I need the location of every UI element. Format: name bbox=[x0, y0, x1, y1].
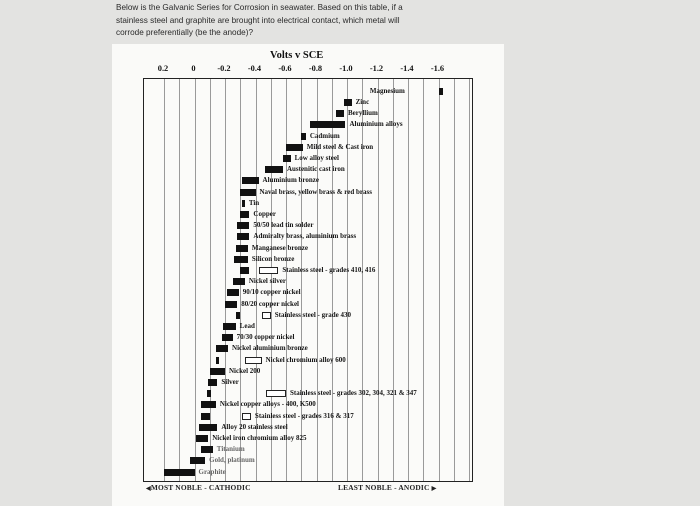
metal-label: Nickel copper alloys - 400, K500 bbox=[219, 400, 316, 409]
metal-label: Lead bbox=[239, 322, 255, 330]
potential-bar bbox=[236, 245, 248, 252]
metal-label: Silver bbox=[221, 378, 239, 386]
metal-label: Magnesium bbox=[369, 87, 405, 95]
metal-label: 80/20 copper nickel bbox=[241, 299, 300, 308]
grid-line bbox=[195, 79, 196, 481]
metal-label: Copper bbox=[253, 210, 276, 218]
footer-most-noble bbox=[146, 483, 251, 492]
potential-bar bbox=[240, 189, 255, 196]
potential-bar bbox=[234, 256, 248, 263]
metal-label: Austenitic cast iron bbox=[286, 165, 345, 174]
metal-label: Cadmium bbox=[309, 131, 340, 140]
metal-label: 90/10 copper nickel bbox=[242, 288, 301, 297]
metal-label: Nickel silver bbox=[248, 277, 286, 286]
footer-left-label: MOST NOBLE - CATHODIC bbox=[150, 483, 251, 492]
tick-label: -1.0 bbox=[339, 64, 353, 73]
potential-bar bbox=[233, 278, 245, 285]
chart-title: Volts v SCE bbox=[270, 50, 324, 61]
metal-label: Zinc bbox=[355, 98, 370, 106]
grid-line bbox=[378, 79, 379, 481]
question-text bbox=[116, 2, 486, 40]
grid-line bbox=[408, 79, 409, 481]
potential-bar bbox=[240, 211, 249, 218]
metal-label: 50/50 lead tin solder bbox=[253, 221, 314, 230]
potential-bar bbox=[222, 334, 233, 341]
grid-line bbox=[423, 79, 424, 481]
footer-least-noble bbox=[338, 483, 436, 492]
grid-line bbox=[469, 79, 470, 481]
grid-line bbox=[286, 79, 287, 481]
grid-line bbox=[179, 79, 180, 481]
metal-label: Gold, platinum bbox=[209, 456, 255, 465]
potential-bar bbox=[336, 110, 344, 117]
potential-bar bbox=[283, 155, 291, 162]
potential-bar bbox=[207, 390, 212, 397]
grid-line bbox=[454, 79, 455, 481]
potential-bar bbox=[216, 357, 219, 364]
tick-label: -0.4 bbox=[247, 64, 262, 73]
tick-label: -0.2 bbox=[217, 64, 231, 73]
metal-label: Low alloy steel bbox=[294, 154, 339, 162]
metal-label: Admiralty brass, aluminium brass bbox=[253, 232, 357, 241]
potential-bar bbox=[201, 413, 210, 420]
metal-label: Nickel iron chromium alloy 825 bbox=[212, 434, 307, 442]
tick-label: -1.4 bbox=[400, 64, 414, 73]
potential-bar bbox=[216, 345, 228, 352]
potential-bar bbox=[208, 379, 217, 386]
potential-bar bbox=[242, 200, 245, 207]
voltage-axis-ticks bbox=[0, 64, 700, 76]
potential-bar bbox=[265, 166, 283, 173]
metal-label: Aluminium alloys bbox=[349, 120, 403, 129]
metal-label: Tin bbox=[248, 198, 260, 207]
grid-line bbox=[164, 79, 165, 481]
potential-bar bbox=[164, 469, 195, 476]
potential-bar bbox=[196, 435, 208, 442]
metal-label: Silicon bronze bbox=[251, 254, 295, 263]
tick-label: 0.2 bbox=[157, 64, 169, 73]
metal-label: Graphite bbox=[198, 467, 226, 476]
potential-bar bbox=[223, 323, 235, 330]
metal-label: Stainless steel - grade 430 bbox=[274, 310, 351, 319]
grid-line bbox=[347, 79, 348, 481]
potential-bar bbox=[344, 99, 352, 106]
potential-bar bbox=[301, 133, 306, 140]
potential-bar bbox=[201, 446, 213, 453]
question-line-3: corrode preferentially (be the anode)? bbox=[116, 28, 253, 37]
potential-bar bbox=[266, 390, 286, 397]
metal-label: Titanium bbox=[216, 445, 245, 454]
question-line-2: stainless steel and graphite are brought into electrical contact, which metal will bbox=[116, 15, 400, 25]
potential-bar bbox=[210, 368, 225, 375]
right-arrow-icon: ▶ bbox=[431, 486, 437, 492]
metal-label: Manganese bronze bbox=[251, 243, 308, 252]
metal-label: Nickel aluminium bronze bbox=[232, 344, 308, 353]
potential-bar bbox=[439, 88, 444, 95]
metal-label: Nickel 200 bbox=[229, 366, 261, 375]
metal-label: Stainless steel - grades 410, 416 bbox=[282, 266, 376, 274]
potential-bar bbox=[310, 121, 345, 128]
potential-bar bbox=[240, 267, 249, 274]
potential-bar bbox=[201, 401, 216, 408]
potential-bar bbox=[242, 177, 259, 184]
left-arrow-icon: ◀ bbox=[146, 486, 151, 492]
tick-label: 0 bbox=[191, 64, 196, 73]
grid-line bbox=[393, 79, 394, 481]
potential-bar bbox=[286, 144, 303, 151]
metal-label: Aluminium bronze bbox=[262, 176, 320, 185]
potential-bar bbox=[262, 312, 271, 319]
potential-bar bbox=[199, 424, 217, 431]
tick-label: -0.6 bbox=[278, 64, 292, 73]
grid-line bbox=[439, 79, 440, 481]
potential-bar bbox=[259, 267, 279, 274]
grid-line bbox=[362, 79, 363, 481]
metal-label: Alloy 20 stainless steel bbox=[221, 422, 288, 431]
potential-bar bbox=[245, 357, 262, 364]
grid-line bbox=[210, 79, 211, 481]
metal-label: Beryllium bbox=[347, 109, 378, 118]
question-line-1: Below is the Galvanic Series for Corrosion in seawater. Based on this table, if a bbox=[116, 3, 403, 12]
metal-label: Mild steel & Cast iron bbox=[306, 142, 374, 151]
potential-bar bbox=[237, 222, 249, 229]
potential-bar bbox=[242, 413, 251, 420]
grid-line bbox=[225, 79, 226, 481]
metal-label: Nickel chromium alloy 600 bbox=[265, 355, 346, 364]
potential-bar bbox=[225, 301, 237, 308]
metal-label: 70/30 copper nickel bbox=[236, 333, 295, 342]
galvanic-series-chart bbox=[143, 78, 473, 482]
potential-bar bbox=[237, 233, 249, 240]
tick-label: -1.6 bbox=[430, 64, 445, 73]
metal-label: Stainless steel - grades 302, 304, 321 & 347 bbox=[290, 389, 417, 398]
footer-right-label: LEAST NOBLE - ANODIC bbox=[338, 483, 430, 492]
tick-label: -0.8 bbox=[308, 64, 323, 73]
tick-label: -1.2 bbox=[369, 64, 384, 73]
potential-bar bbox=[236, 312, 241, 319]
potential-bar bbox=[190, 457, 205, 464]
metal-label: Naval brass, yellow brass & red brass bbox=[259, 187, 372, 196]
potential-bar bbox=[227, 289, 239, 296]
metal-label: Stainless steel - grades 316 & 317 bbox=[254, 411, 354, 420]
